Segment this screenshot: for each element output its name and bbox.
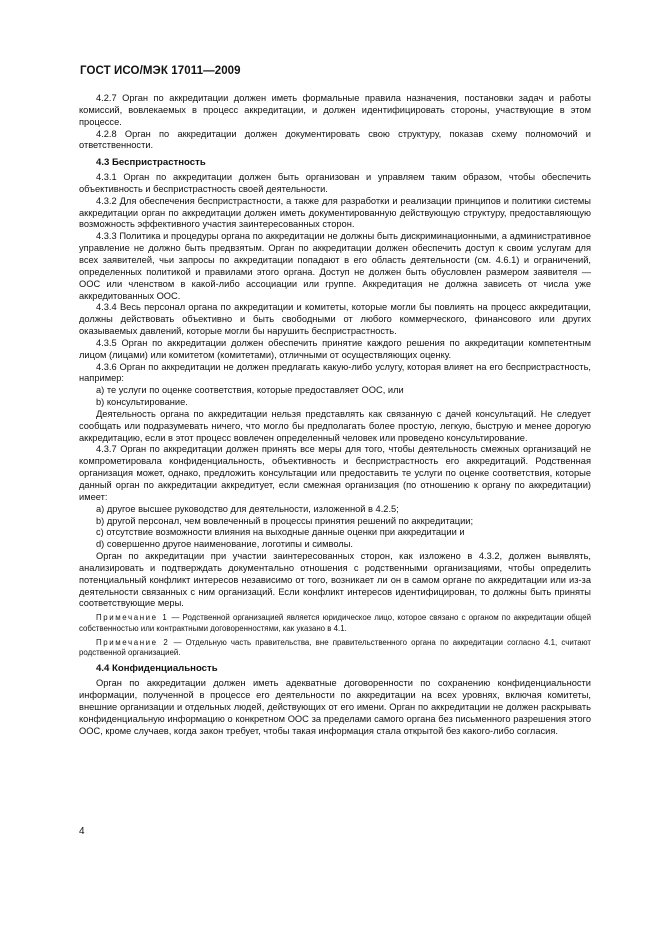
list-item-4-3-7-c: c) отсутствие возможности влияния на выходные данные оценки при аккредитации и — [96, 527, 465, 538]
list-item-4-3-7-a: a) другое высшее руководство для деятельности, изложенной в 4.2.5; — [96, 503, 399, 514]
list-item-4-3-6-b: b) консультирование. — [96, 397, 188, 408]
section-heading-4-3: 4.3 Беспристрастность — [96, 157, 206, 169]
clause-4-3-5: 4.3.5 Орган по аккредитации должен обеспечить принятие каждого решения по аккредитации компетентным лицом (лицами) или комитетом (комитетами), отличными от осуществляющих оценку. — [79, 337, 591, 360]
clause-4-3-6: 4.3.6 Орган по аккредитации не должен предлагать какую-либо услугу, которая влияет на его беспристрастность, например: — [79, 361, 591, 384]
clause-4-3-6-text: Деятельность органа по аккредитации нельзя представлять как связанную с дачей консультаций. Не следует сообщать или подразумевать ничего, что могло бы предполагать более простую, легкую, быструю и менее дорогую аккредитацию, если в этот процесс вовлечен определенный человек или проведено консультирование. — [79, 408, 591, 443]
document-header: ГОСТ ИСО/МЭК 17011—2009 — [80, 65, 241, 77]
note-1-label: Примечание 1 — [96, 613, 169, 623]
note-1 — [79, 613, 591, 634]
clause-4-2-8: 4.2.8 Орган по аккредитации должен документировать свою структуру, показав схему полномочий и ответственности. — [79, 128, 591, 151]
clause-4-4-text: Орган по аккредитации должен иметь адекватные договоренности по сохранению конфиденциальности информации, полученной в процессе его деятельности по аккредитации на всех уровнях, включая комитеты, внешние организации и отдельных людей, действующих от его имени. Орган по аккредитации не должен раскрывать конфиденциальную информацию о конкретном ООС за пределами самого органа без письменного разрешения этого ООС, кроме случаев, когда закон требует, чтобы такая информация стала открытой без какого-либо согласия. — [79, 678, 591, 736]
clause-4-3-7-text: Орган по аккредитации при участии заинтересованных сторон, как изложено в 4.3.2, должен выявлять, анализировать и подтверждать документально отношения с родственными организациями, чтобы определить потенциальный конфликт интересов независимо от того, возникает ли он в самом органе по аккредитации или из-за деятельности связанных с ним организаций. Если конфликт интересов идентифицирован, то должны быть приняты соответствующие меры. — [79, 551, 591, 609]
note-2-text: — Отдельную часть правительства, вне правительственного органа по аккредитации согласно 4.1, считают родственной организацией. — [79, 637, 591, 658]
clause-4-3-4: 4.3.4 Весь персонал органа по аккредитации и комитеты, которые могли бы повлиять на процесс аккредитации, должны действовать объективно и быть свободными от любого коммерческого, финансового или других оказываемых давлений, которые могли бы нарушить беспристрастность. — [79, 302, 591, 337]
note-1-text: — Родственной организацией является юридическое лицо, которое связано с органом по аккредитации общей собственностью или контрактными договоренностями, как указано в 4.1. — [79, 613, 591, 633]
document-body — [79, 93, 591, 738]
clause-4-3-2: 4.3.2 Для обеспечения беспристрастности, а также для разработки и реализации принципов и политики системы аккредитации орган по аккредитации должен иметь документированную действующую структуру, предоставляющую возможность эффективного участия заинтересованных сторон. — [79, 195, 591, 230]
page-number: 4 — [79, 826, 85, 837]
note-2 — [79, 638, 591, 659]
section-heading-4-4: 4.4 Конфиденциальность — [96, 663, 218, 675]
clause-4-3-3: 4.3.3 Политика и процедуры органа по аккредитации не должны быть дискриминационными, а административное управление не должно быть предвзятым. Орган по аккредитации должен обеспечить доступ к своим услугам для всех заявителей, чьи запросы по аккредитации попадают в его область деятельности (см. 4.6.1) и ограничений, определенных политикой и правилами этого органа. Доступ не должен быть обусловлен размером заявителя — ООС или членством в какой-либо ассоциации или группе. Аккредитация не должна зависеть от числа уже аккредитованных ООС. — [79, 231, 591, 301]
clause-4-3-7: 4.3.7 Орган по аккредитации должен принять все меры для того, чтобы деятельность смежных организаций не компрометировала конфиденциальность, объективность и беспристрастность его аккредитаций. Родственная организация может, однако, предложить консультации или предоставить те услуги по оценке соответствия, которые данный орган по аккредитации аккредитует, если смежная организация (по отношению к органу по аккредитации) имеет: — [79, 444, 591, 502]
clause-4-2-7: 4.2.7 Орган по аккредитации должен иметь формальные правила назначения, постановки задач и работы комиссий, вовлекаемых в процесс аккредитации, и должен идентифицировать стороны, участвующие в этом процессе. — [79, 93, 591, 127]
list-item-4-3-7-b: b) другой персонал, чем вовлеченный в процессы принятия решений по аккредитации; — [96, 515, 474, 526]
note-2-label: Примечание 2 — [96, 637, 170, 647]
list-item-4-3-6-a: a) те услуги по оценке соответствия, которые предоставляет ООС, или — [96, 385, 404, 396]
clause-4-3-1: 4.3.1 Орган по аккредитации должен быть организован и управляем таким образом, чтобы обеспечить объективность и беспристрастность своей деятельности. — [79, 172, 591, 194]
list-item-4-3-7-d: d) совершенно другое наименование, логотипы и символы. — [96, 539, 353, 550]
